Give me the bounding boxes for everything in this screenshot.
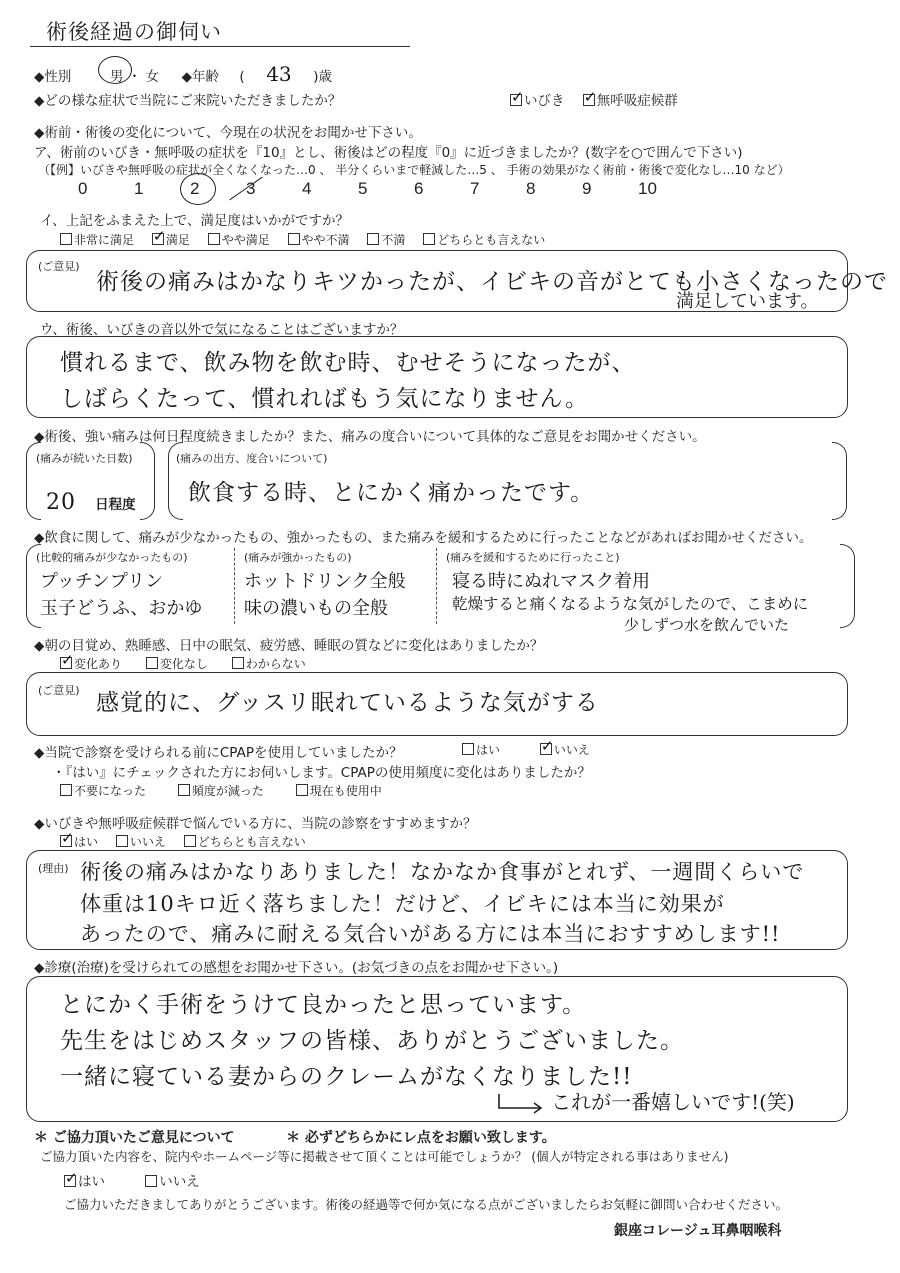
sleep-no-change[interactable]: 変化なし	[146, 655, 208, 672]
pain-days-unit: 日程度	[95, 497, 136, 513]
checkbox-icon[interactable]	[60, 784, 72, 796]
scale-selection-circle	[180, 173, 216, 205]
recommend-question: ◆いびきや無呼吸症候群で悩んでいる方に、当院の診察をすすめますか？	[34, 816, 477, 832]
checkbox-icon[interactable]	[178, 784, 190, 796]
checkbox-icon[interactable]	[367, 233, 379, 245]
recommend-answer-line2: 体重は10キロ近く落ちました！だけど、イビキには本当に効果が	[80, 892, 725, 916]
food-col3-label: (痛みを緩和するために行ったこと)	[446, 551, 620, 564]
recommend-answer-line3: あったので、痛みに耐える気合いがある方には本当におすすめします!!	[80, 922, 781, 946]
scale-8[interactable]: 8	[526, 179, 536, 198]
pain-detail-label: (痛みの出方、度合いについて)	[176, 452, 328, 465]
sleep-answer: 感覚的に、グッスリ眠れているような気がする	[96, 690, 599, 716]
checkbox-icon[interactable]	[116, 835, 128, 847]
checkbox-icon[interactable]	[288, 233, 300, 245]
pain-days-box-right	[140, 442, 155, 520]
consent-question: ご協力頂いた内容を、院内やホームページ等に掲載させて頂くことは可能でしょうか？ (個人が特定される事はありません)	[40, 1149, 729, 1164]
checkbox-icon[interactable]	[184, 835, 196, 847]
food-divider-1	[234, 548, 235, 624]
food-box-right	[840, 544, 855, 628]
satisfaction-question: イ、上記をふまえた上で、満足度はいかがですか？	[40, 213, 350, 229]
cpap-sub-question: ・『はい』にチェックされた方にお伺いします。CPAPの使用頻度に変化はありましたか？	[52, 765, 591, 781]
scale-1[interactable]: 1	[134, 179, 144, 198]
food-col2-label: (痛みが強かったもの)	[244, 551, 352, 564]
food-col3-line2: 乾燥すると痛くなるような気がしたので、こまめに	[452, 595, 809, 613]
pain-detail-answer: 飲食する時、とにかく痛かったです。	[188, 480, 595, 506]
cpap-no[interactable]: ✓ いいえ	[540, 741, 590, 758]
checkbox-icon[interactable]	[60, 657, 72, 669]
scale-7[interactable]: 7	[470, 179, 480, 198]
food-col3-line1: 寝る時にぬれマスク着用	[452, 571, 650, 592]
symptom-option-apnea[interactable]: ✓ 無呼吸症候群	[583, 89, 678, 109]
cpap-not-needed[interactable]: 不要になった	[60, 782, 146, 799]
checkbox-icon[interactable]	[510, 94, 522, 106]
change-heading: ◆術前・術後の変化について、今現在の状況をお聞かせ下さい。	[34, 125, 422, 141]
food-col1-line1: プッチンプリン	[40, 571, 164, 592]
checkbox-icon[interactable]	[232, 657, 244, 669]
checkbox-icon[interactable]	[540, 743, 552, 755]
other-answer-line1: 慣れるまで、飲み物を飲む時、むせそうになったが、	[60, 350, 636, 376]
pain-days-row	[46, 490, 136, 515]
other-concerns-question: ウ、術後、いびきの音以外で気になることはございますか？	[40, 322, 404, 338]
arrow-icon	[496, 1092, 546, 1118]
cpap-question: ◆当院で診察を受けられる前にCPAPを使用していましたか？	[34, 745, 403, 761]
food-divider-2	[436, 548, 437, 624]
sex-female-option[interactable]: 女	[145, 69, 160, 85]
recommend-options	[60, 833, 320, 850]
change-subquestion-a: ア、術前のいびき・無呼吸の症状を『10』とし、術後はどの程度『0』に近づきましたか？(数字を○で囲んで下さい)	[34, 145, 743, 161]
checkbox-icon[interactable]	[60, 233, 72, 245]
age-label: ◆年齢	[181, 69, 220, 85]
impression-answer-line3: 一緒に寝ている妻からのクレームがなくなりました!!	[60, 1064, 633, 1090]
cpap-still-using[interactable]: 現在も使用中	[296, 782, 382, 799]
sleep-opinion-label: (ご意見)	[38, 684, 80, 697]
sleep-options	[60, 655, 320, 672]
recommend-no[interactable]: いいえ	[116, 833, 166, 850]
recommend-neutral[interactable]: どちらとも言えない	[184, 833, 306, 850]
pain-detail-box-right	[832, 442, 847, 520]
satisfaction-answer-line1: 術後の痛みはかなりキツかったが、イビキの音がとても小さくなったので	[96, 269, 888, 295]
consent-thanks: ご協力いただきましてありがとうございます。術後の経過等で何か気になる点がございましたらお気軽に御問い合わせください。	[64, 1197, 789, 1212]
title-underline	[30, 46, 410, 47]
male-selection-circle	[98, 56, 132, 84]
satisfaction-somewhat-satisfied[interactable]: やや満足	[208, 231, 270, 248]
age-value[interactable]: 43	[266, 62, 292, 86]
satisfaction-dissatisfied[interactable]: 不満	[367, 231, 405, 248]
scale-6[interactable]: 6	[414, 179, 424, 198]
cpap-options	[462, 741, 604, 758]
clinic-name: 銀座コレージュ耳鼻咽喉科	[614, 1223, 782, 1239]
consent-heading-right: ＊ 必ずどちらかにレ点をお願い致します。	[286, 1130, 556, 1146]
checkbox-icon[interactable]	[60, 835, 72, 847]
symptom-question: ◆どの様な症状で当院にご来院いただきましたか？	[34, 93, 342, 109]
satisfaction-options	[60, 231, 559, 248]
scale-4[interactable]: 4	[302, 179, 312, 198]
demographics-row: ◆性別 男 ・ 女 ◆年齢 ( 43 )歳	[34, 62, 332, 86]
pain-days-label: (痛みが続いた日数)	[36, 452, 133, 465]
pain-days-value[interactable]: 20	[46, 490, 76, 515]
checkbox-icon[interactable]	[146, 657, 158, 669]
scale-2[interactable]: 2	[190, 179, 200, 198]
food-col2-line1: ホットドリンク全般	[244, 571, 406, 592]
recommend-reason-label: (理由)	[38, 862, 69, 875]
page-title: 術後経過の御伺い	[46, 20, 222, 44]
scale-0[interactable]: 0	[78, 179, 88, 198]
food-col1-line2: 玉子どうふ、おかゆ	[40, 598, 203, 619]
impression-arrow-row	[496, 1086, 795, 1118]
scale-5[interactable]: 5	[358, 179, 368, 198]
satisfaction-very-satisfied[interactable]: 非常に満足	[60, 231, 134, 248]
severity-scale	[78, 179, 694, 199]
checkbox-icon[interactable]	[462, 743, 474, 755]
impression-answer-line4: これが一番嬉しいです!(笑)	[551, 1090, 795, 1114]
checkbox-icon[interactable]	[423, 233, 435, 245]
checkbox-icon[interactable]	[64, 1175, 76, 1187]
sex-separator: ・	[127, 69, 142, 85]
impression-answer-line2: 先生をはじめスタッフの皆様、ありがとうございました。	[60, 1028, 684, 1054]
checkbox-icon[interactable]	[296, 784, 308, 796]
scale-9[interactable]: 9	[582, 179, 592, 198]
satisfaction-answer-line2: 満足しています。	[676, 291, 819, 312]
scale-3[interactable]: 3	[246, 179, 256, 198]
sex-male-option[interactable]: 男	[109, 69, 124, 85]
consent-no[interactable]: いいえ	[145, 1170, 200, 1190]
symptom-option-snoring[interactable]: ✓ いびき	[510, 89, 565, 109]
checkbox-icon[interactable]	[152, 233, 164, 245]
checkbox-icon[interactable]	[145, 1175, 157, 1187]
cpap-less-frequent[interactable]: 頻度が減った	[178, 782, 264, 799]
cpap-yes[interactable]: はい	[462, 741, 500, 758]
opinion-label: (ご意見)	[38, 260, 80, 273]
change-example: （【例】いびきや無呼吸の症状が全くなくなった…0 、 半分くらいまで軽減した…5 、 手術の効果がなく術前・術後で変化なし…10 など）	[38, 163, 790, 177]
age-unit: 歳	[318, 69, 332, 85]
satisfaction-satisfied[interactable]: ✓ 満足	[152, 231, 190, 248]
checkbox-icon[interactable]	[208, 233, 220, 245]
checkbox-icon[interactable]	[583, 94, 595, 106]
sleep-changed[interactable]: ✓変化あり	[60, 655, 122, 672]
food-col2-line2: 味の濃いもの全般	[244, 598, 388, 619]
consent-yes[interactable]: ✓はい	[64, 1170, 105, 1190]
sex-label: ◆性別	[34, 69, 72, 85]
impression-question: ◆診療(治療)を受けられての感想をお聞かせ下さい。(お気づきの点をお聞かせ下さい。)	[34, 960, 559, 976]
food-col1-label: (比較的痛みが少なかったもの)	[36, 551, 188, 564]
pain-question: ◆術後、強い痛みは何日程度続きましたか？また、痛みの度合いについて具体的なご意見をお聞かせください。	[34, 429, 706, 445]
sleep-question: ◆朝の目覚め、熟睡感、日中の眠気、疲労感、睡眠の質などに変化はありましたか？	[34, 638, 544, 654]
consent-options	[64, 1170, 214, 1190]
symptom-options	[510, 89, 692, 109]
impression-answer-line1: とにかく手術をうけて良かったと思っています。	[60, 992, 587, 1018]
cpap-sub-options	[60, 782, 396, 799]
consent-heading-left: ＊ ご協力頂いたご意見について	[34, 1130, 235, 1146]
scale-10[interactable]: 10	[638, 179, 657, 198]
satisfaction-somewhat-dissatisfied[interactable]: やや不満	[288, 231, 350, 248]
food-col3-line3: 少しずつ水を飲んでいた	[624, 616, 790, 634]
satisfaction-neutral[interactable]: どちらとも言えない	[423, 231, 545, 248]
recommend-yes[interactable]: ✓はい	[60, 833, 98, 850]
food-question: ◆飲食に関して、痛みが少なかったもの、強かったもの、また痛みを緩和するために行ったことなどがあればお聞かせください。	[34, 530, 813, 546]
recommend-answer-line1: 術後の痛みはかなりありました！なかなか食事がとれず、一週間くらいで	[80, 860, 805, 884]
other-answer-line2: しばらくたって、慣れればもう気になりません。	[60, 386, 589, 412]
sleep-unknown[interactable]: わからない	[232, 655, 306, 672]
